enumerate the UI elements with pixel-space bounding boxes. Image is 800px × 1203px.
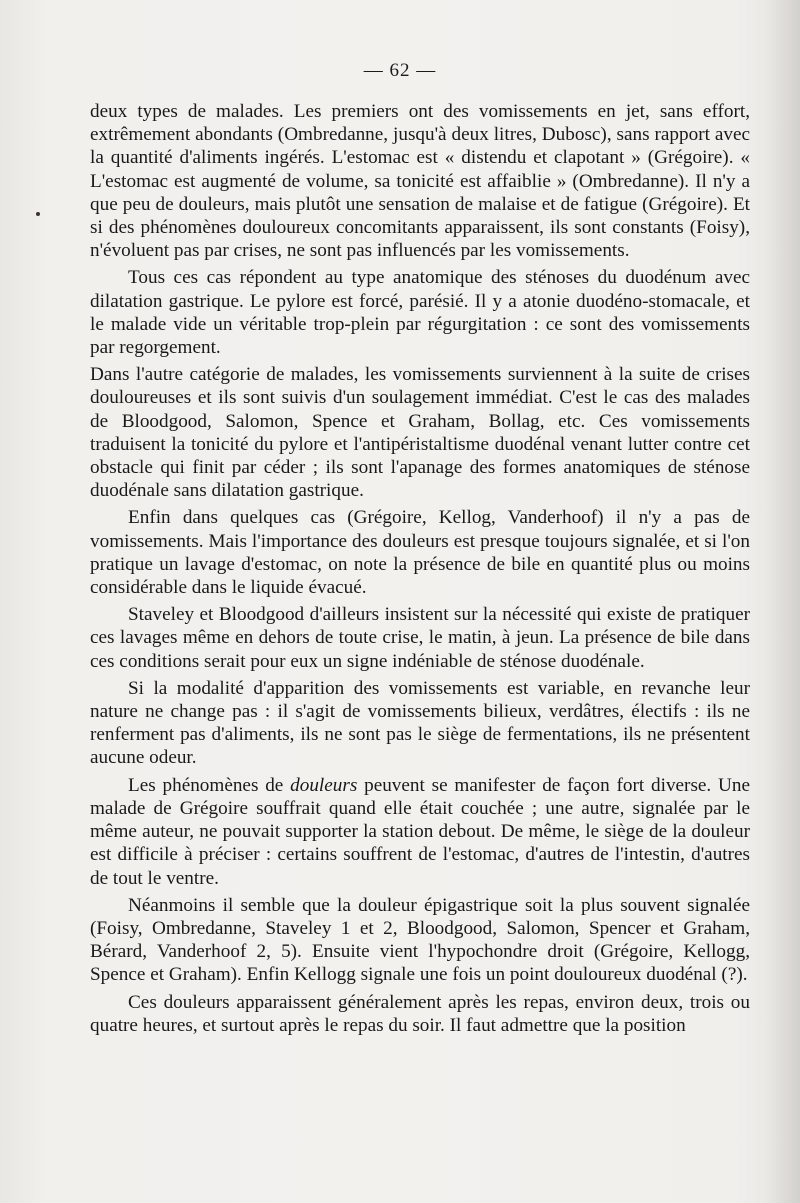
paragraph-6: Si la modalité d'apparition des vomissements est variable, en revanche leur nature ne change pas : il s'agit de vomissements bilieux, verdâtres, électifs : ils ne renferment pas d'aliments, ils ne sont pas le siège de fermentations, ils ne présentent aucune odeur. [90,677,750,769]
paragraph-2: Tous ces cas répondent au type anatomique des sténoses du duodénum avec dilatation gastrique. Le pylore est forcé, parésié. Il y a atonie duodéno-stomacale, et le malade vide un véritable trop-plein par régurgitation : ce sont des vomissements par regorgement. [90,267,750,359]
paragraph-1: deux types de malades. Les premiers ont des vomissements en jet, sans effort, extrêmement abondants (Ombredanne, jusqu'à deux litres, Dubosc), sans rapport avec la quantité d'aliments ingérés. L'estomac est « distendu et clapotant » (Grégoire). « L'estomac est augmenté de volume, sa tonicité est affaiblie » (Ombredanne). Il n'y a que peu de douleurs, mais plutôt une sensation de malaise et de fatigue (Grégoire). Et si des phénomènes douloureux concomitants apparaissent, ils sont constants (Foisy), n'évoluent pas par crises, ne sont pas influencés par les vomissements. [90,101,750,262]
paragraph-4: Enfin dans quelques cas (Grégoire, Kellog, Vanderhoof) il n'y a pas de vomissements. Mais l'importance des douleurs est presque toujours signalée, et si l'on pratique un lavage d'estomac, on note la présence de bile en quantité plus ou moins considérable dans le liquide évacué. [90,507,750,599]
paragraph-9: Ces douleurs apparaissent généralement après les repas, environ deux, trois ou quatre heures, et surtout après le repas du soir. Il faut admettre que la position [90,991,750,1036]
page-number: — 62 — [363,60,437,81]
paragraph-7 [90,774,750,890]
paragraph-7-end: peuvent se manifester de façon fort diverse. Une malade de Grégoire souffrait quand elle était couchée ; une autre, signalée par le même auteur, ne pouvait supporter la station debout. De même, le siège de la douleur est difficile à préciser : certains souffrent de l'estomac, d'autres de l'intestin, d'autres de tout le ventre. [90,774,750,889]
paragraph-7-emphasis: douleurs [290,774,358,796]
paragraph-8: Néanmoins il semble que la douleur épigastrique soit la plus souvent signalée (Foisy, Ombredanne, Staveley 1 et 2, Bloodgood, Salomon, Spencer et Graham, Bérard, Vanderhoof 2, 5). Ensuite vient l'hypochondre droit (Grégoire, Kellogg, Spence et Graham). Enfin Kellogg signale une fois un point douloureux duodénal (?). [90,894,750,986]
paragraph-7-start: Les phénomènes de [128,774,291,796]
body-text [90,100,750,1041]
paragraph-3: Dans l'autre catégorie de malades, les vomissements surviennent à la suite de crises douloureuses et ils sont suivis d'un soulagement immédiat. C'est le cas des malades de Bloodgood, Salomon, Spence et Graham, Bollag, etc. Ces vomissements traduisent la tonicité du pylore et l'antipéristaltisme duodénal venant lutter contre cet obstacle qui finit par céder ; ils sont l'apanage des formes anatomiques de sténose duodénale sans dilatation gastrique. [90,364,750,502]
paragraph-5: Staveley et Bloodgood d'ailleurs insistent sur la nécessité qui existe de pratiquer ces lavages même en dehors de toute crise, le matin, à jeun. La présence de bile dans ces conditions serait pour eux un signe indéniable de sténose duodénale. [90,604,750,672]
page-edge-shadow [766,0,800,1203]
margin-mark [36,212,40,216]
